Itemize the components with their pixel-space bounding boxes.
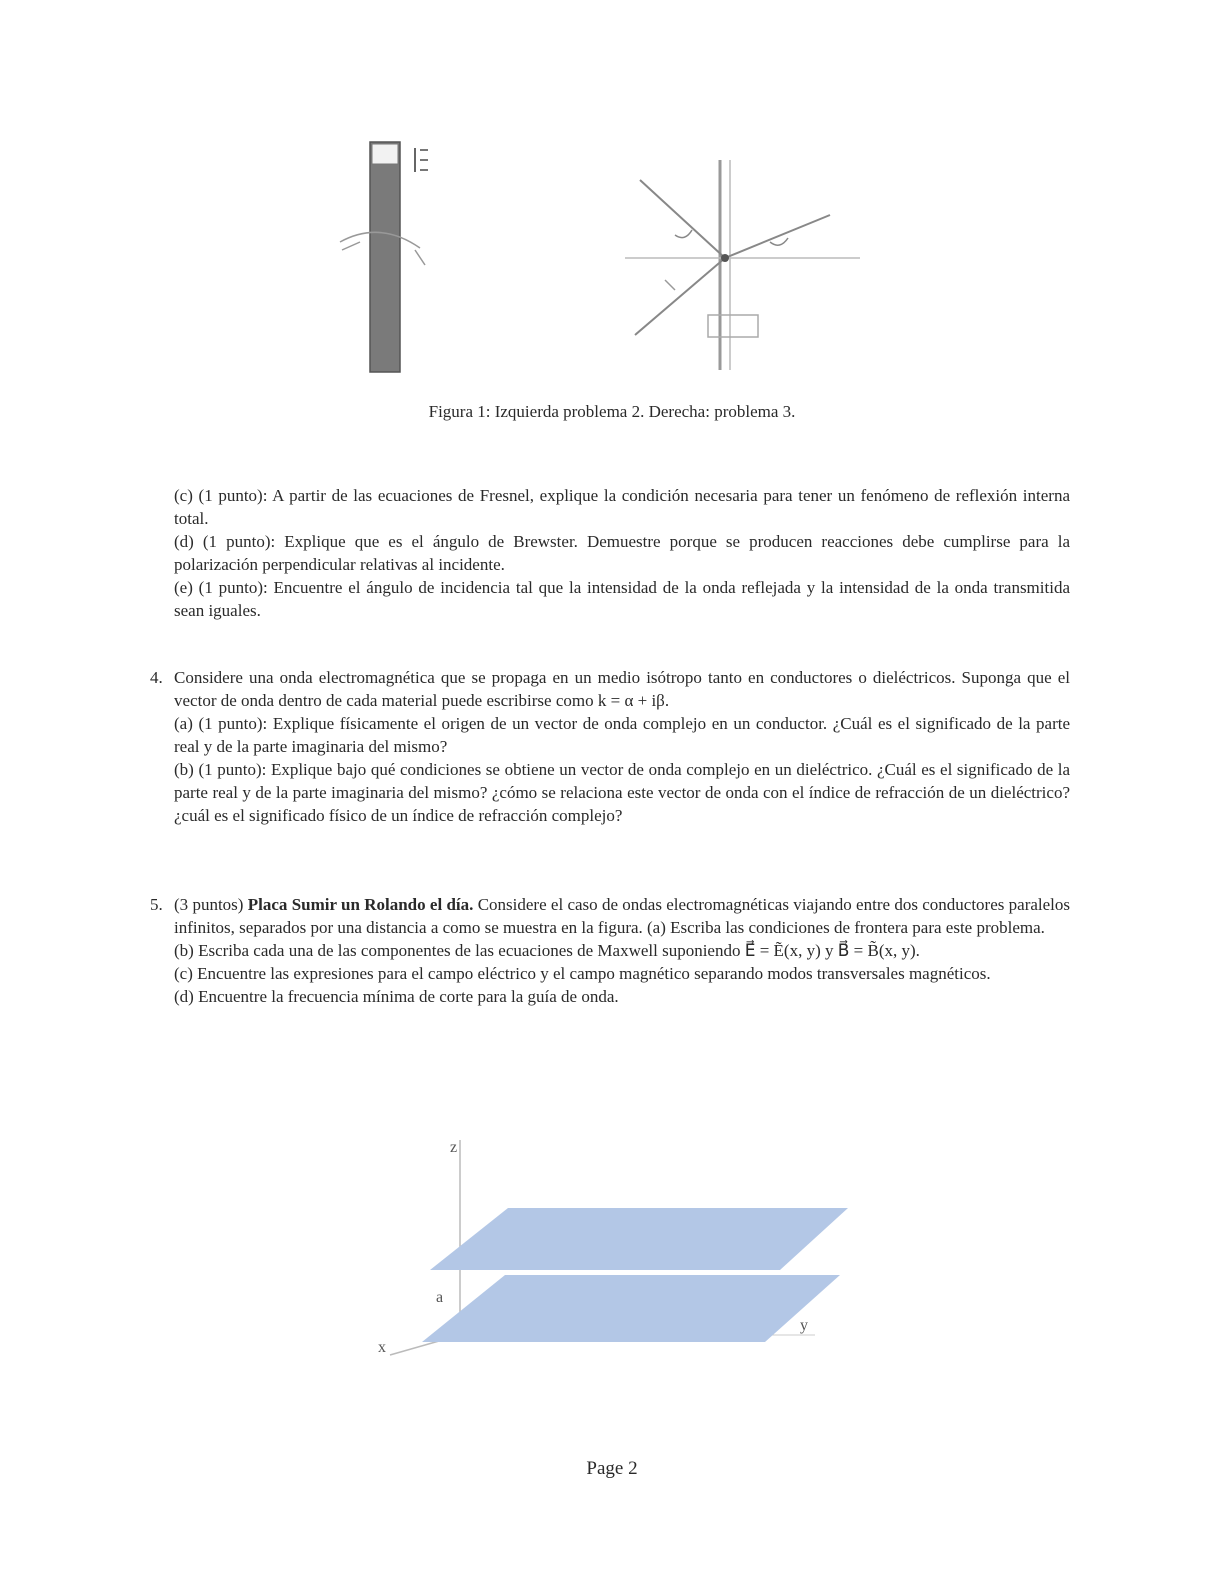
separation-label: a <box>436 1289 444 1306</box>
problem-5 <box>150 893 1070 1008</box>
problem-3-item-d <box>174 530 1070 576</box>
item-text: Encuentre la frecuencia mínima de corte para la guía de onda. <box>198 987 619 1006</box>
top-plate <box>430 1208 848 1270</box>
figure-top <box>320 130 900 390</box>
item-label: (b) <box>174 941 194 960</box>
problem-4-item-b <box>174 758 1070 827</box>
axis-z-label: z <box>450 1139 458 1156</box>
item-label: (c) <box>174 486 193 505</box>
axis-y-label: y <box>800 1317 808 1334</box>
problem-number: 4. <box>150 668 163 687</box>
figure-top-caption: Figura 1: Izquierda problema 2. Derecha: problema 3. <box>428 402 796 421</box>
item-label: (d) <box>174 987 194 1006</box>
axis-x-label: x <box>378 1339 386 1356</box>
figure-top-drawing <box>320 130 900 390</box>
page-number: Page 2 <box>586 1458 638 1479</box>
problem-3-continuation <box>150 484 1070 622</box>
item-text: (1 punto): Explique físicamente el origen de un vector de onda complejo en un conductor. ¿Cuál es el significado de la parte real y de la parte imaginaria del mismo? <box>174 714 1070 756</box>
item-text: Encuentre las expresiones para el campo eléctrico y el campo magnético separando modos transversales magnéticos. <box>197 964 991 983</box>
problem-4 <box>150 666 1070 827</box>
ray-diagram <box>625 160 860 370</box>
problem-5-item-c <box>174 962 1070 985</box>
item-label: (e) <box>174 578 193 597</box>
figure-bottom <box>360 1130 880 1370</box>
problem-title: Placa Sumir un Rolando el día. <box>247 895 474 914</box>
problem-number: 5. <box>150 895 163 914</box>
points-label: (3 puntos) <box>174 895 244 914</box>
parallel-plates-diagram <box>360 1130 880 1370</box>
item-label: (a) <box>174 714 193 733</box>
item-text: (1 punto): Explique que es el ángulo de Brewster. Demuestre porque se producen reacciones debe cumplirse para la polarización perpendicular relativas al incidente. <box>174 532 1071 574</box>
problem-5-item-b <box>174 939 1070 962</box>
problem-3-item-e <box>174 576 1070 622</box>
item-label: (b) <box>174 760 194 779</box>
slab-diagram <box>340 142 428 372</box>
item-label: (c) <box>174 964 193 983</box>
bottom-plate <box>422 1275 840 1342</box>
item-text: Escriba cada una de las componentes de las ecuaciones de Maxwell suponiendo E⃗ = Ẽ(x, y) y B⃗ = B̃(x, y). <box>198 941 920 960</box>
item-text: (1 punto): Explique bajo qué condiciones se obtiene un vector de onda complejo en un dieléctrico. ¿Cuál es el significado de la parte real y de la parte imaginaria del mismo? ¿cómo se relaciona este vector de onda con el índice de refracción de un dieléctrico? ¿cuál es el significado físico de un índice de refracción complejo? <box>174 760 1070 825</box>
problem-5-item-d <box>174 985 1070 1008</box>
problem-5-intro <box>174 893 1070 939</box>
item-text: (1 punto): A partir de las ecuaciones de Fresnel, explique la condición necesaria para tener un fenómeno de reflexión interna total. <box>174 486 1071 528</box>
problem-4-intro: Considere una onda electromagnética que se propaga en un medio isótropo tanto en conductores o dieléctricos. Suponga que el vector de onda dentro de cada material puede escribirse como k = α + iβ. <box>174 668 1070 710</box>
item-text: (1 punto): Encuentre el ángulo de incidencia tal que la intensidad de la onda reflejada y la intensidad de la onda transmitida sean iguales. <box>174 578 1070 620</box>
problem-4-item-a <box>174 712 1070 758</box>
intro-text: Considere el caso de ondas electromagnéticas viajando entre dos conductores paralelos infinitos, separados por una distancia a como se muestra en la figura. (a) Escriba las condiciones de frontera para este problema. <box>174 895 1071 937</box>
problem-3-item-c <box>174 484 1070 530</box>
item-label: (d) <box>174 532 194 551</box>
